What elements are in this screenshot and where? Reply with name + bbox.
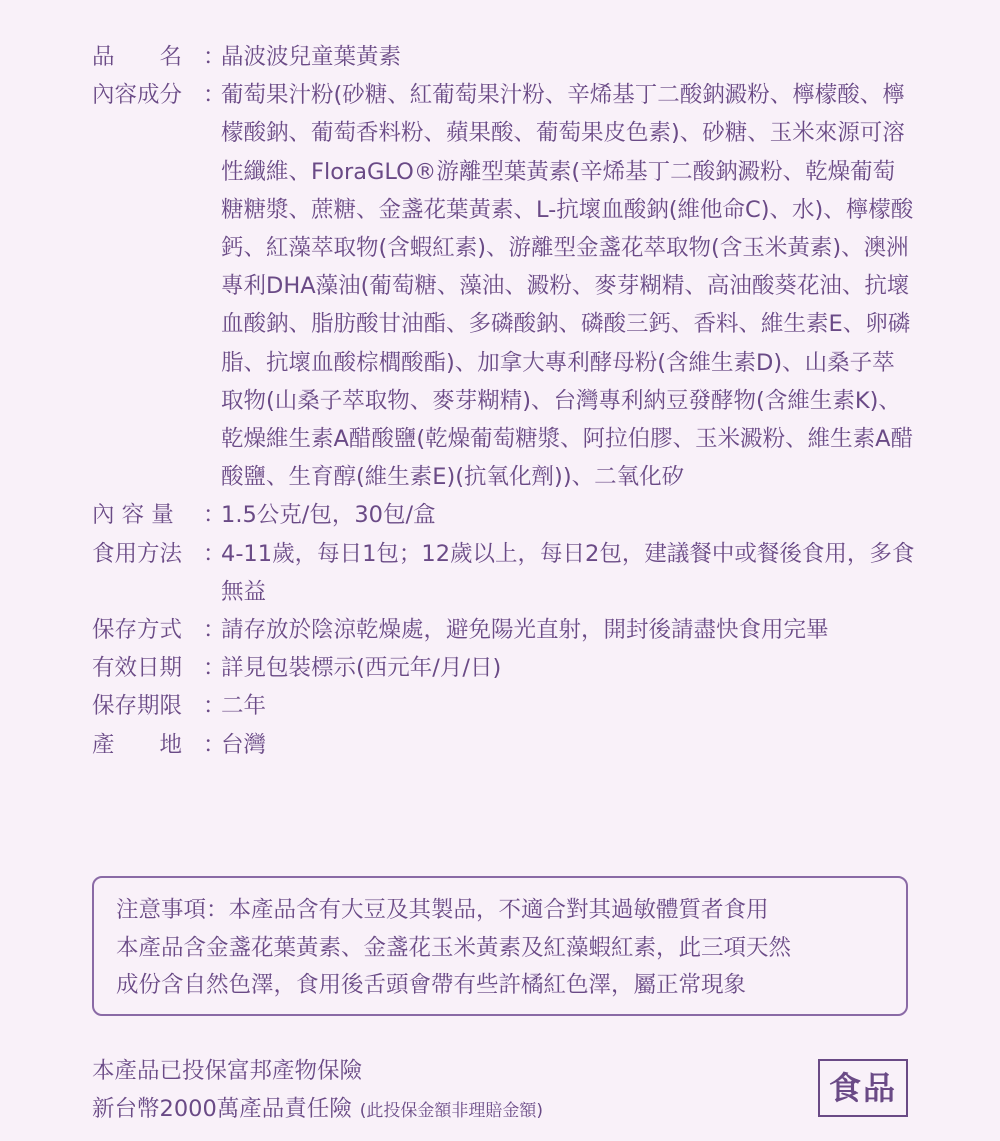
expiry-value: 詳見包裝標示(西元年/月/日) — [221, 655, 502, 682]
colon: ： — [203, 655, 226, 682]
net-content-label: 內 容 量 — [92, 502, 174, 529]
net-content-row — [92, 496, 922, 534]
notice-box — [92, 876, 908, 1016]
notice-line-3: 成份含自然色澤，食用後舌頭會帶有些許橘紅色澤，屬正常現象 — [116, 972, 747, 998]
colon: ： — [203, 693, 226, 720]
colon: ： — [203, 502, 226, 529]
storage-row — [92, 611, 922, 649]
expiry-row — [92, 649, 922, 687]
colon: ： — [203, 540, 226, 567]
product-name-label: 品 名 — [92, 44, 183, 70]
origin-value: 台灣 — [221, 731, 267, 758]
ingredients-value: 葡萄果汁粉(砂糖、紅葡萄果汁粉、辛烯基丁二酸鈉澱粉、檸檬酸、檸檬酸鈉、葡萄香料粉、蘋果酸、葡萄果皮色素)、砂糖、玉米來源可溶性纖維、FloraGLO®游離型葉黃素(辛烯基丁二酸鈉澱粉、乾燥葡萄糖糖漿、蔗糖、金盞花葉黃素、L-抗壞血酸鈉(維他命C)、水)、檸檬酸鈣、紅藻萃取物(含蝦紅素)、游離型金盞花萃取物(含玉米黃素)、澳洲專利DHA藻油(葡萄糖、藻油、澱粉、麥芽糊精、高油酸葵花油、抗壞血酸鈉、脂肪酸甘油酯、多磷酸鈉、磷酸三鈣、香料、維生素E、卵磷脂、抗壞血酸棕櫚酸酯)、加拿大專利酵母粉(含維生素D)、山桑子萃取物(山桑子萃取物、麥芽糊精)、台灣專利納豆發酵物(含維生素K)、乾燥維生素A醋酸鹽(乾燥葡萄糖漿、阿拉伯膠、玉米澱粉、維生素A醋酸鹽、生育醇(維生素E)(抗氧化劑))、二氧化矽 — [221, 82, 914, 491]
colon: ： — [203, 44, 226, 70]
notice-line-2: 本產品含金盞花葉黃素、金盞花玉米黃素及紅藻蝦紅素，此三項天然 — [116, 934, 792, 961]
insurance-amount: 新台幣2000萬產品責任險 — [92, 1096, 352, 1122]
usage-label: 食用方法 — [92, 540, 183, 567]
product-name-value: 晶波波兒童葉黃素 — [221, 44, 402, 70]
colon: ： — [203, 82, 226, 109]
origin-row — [92, 726, 922, 764]
usage-value: 4-11歲，每日1包；12歲以上，每日2包，建議餐中或餐後食用，多食無益 — [221, 540, 915, 605]
storage-label: 保存方式 — [92, 617, 183, 644]
net-content-value: 1.5公克/包，30包/盒 — [221, 502, 436, 529]
insurance-line-1: 本產品已投保富邦產物保險 — [92, 1058, 363, 1084]
expiry-label: 有效日期 — [92, 655, 183, 682]
insurance-note: (此投保金額非理賠金額) — [359, 1101, 544, 1121]
insurance-info — [92, 1052, 543, 1130]
shelf-life-value: 二年 — [221, 693, 267, 720]
product-name-row — [92, 38, 922, 76]
ingredients-row — [92, 76, 922, 496]
usage-row — [92, 535, 922, 611]
insurance-line-2 — [92, 1090, 543, 1130]
ingredients-label: 內容成分 — [92, 82, 183, 109]
food-badge: 食品 — [818, 1059, 908, 1117]
storage-value: 請存放於陰涼乾燥處，避免陽光直射，開封後請盡快食用完畢 — [221, 617, 829, 644]
notice-line-1: 注意事項：本產品含有大豆及其製品，不適合對其過敏體質者食用 — [116, 897, 769, 923]
colon: ： — [203, 731, 226, 758]
origin-label: 產 地 — [92, 731, 183, 758]
product-info-table — [92, 38, 922, 764]
shelf-life-row — [92, 687, 922, 725]
colon: ： — [203, 617, 226, 644]
shelf-life-label: 保存期限 — [92, 693, 183, 720]
